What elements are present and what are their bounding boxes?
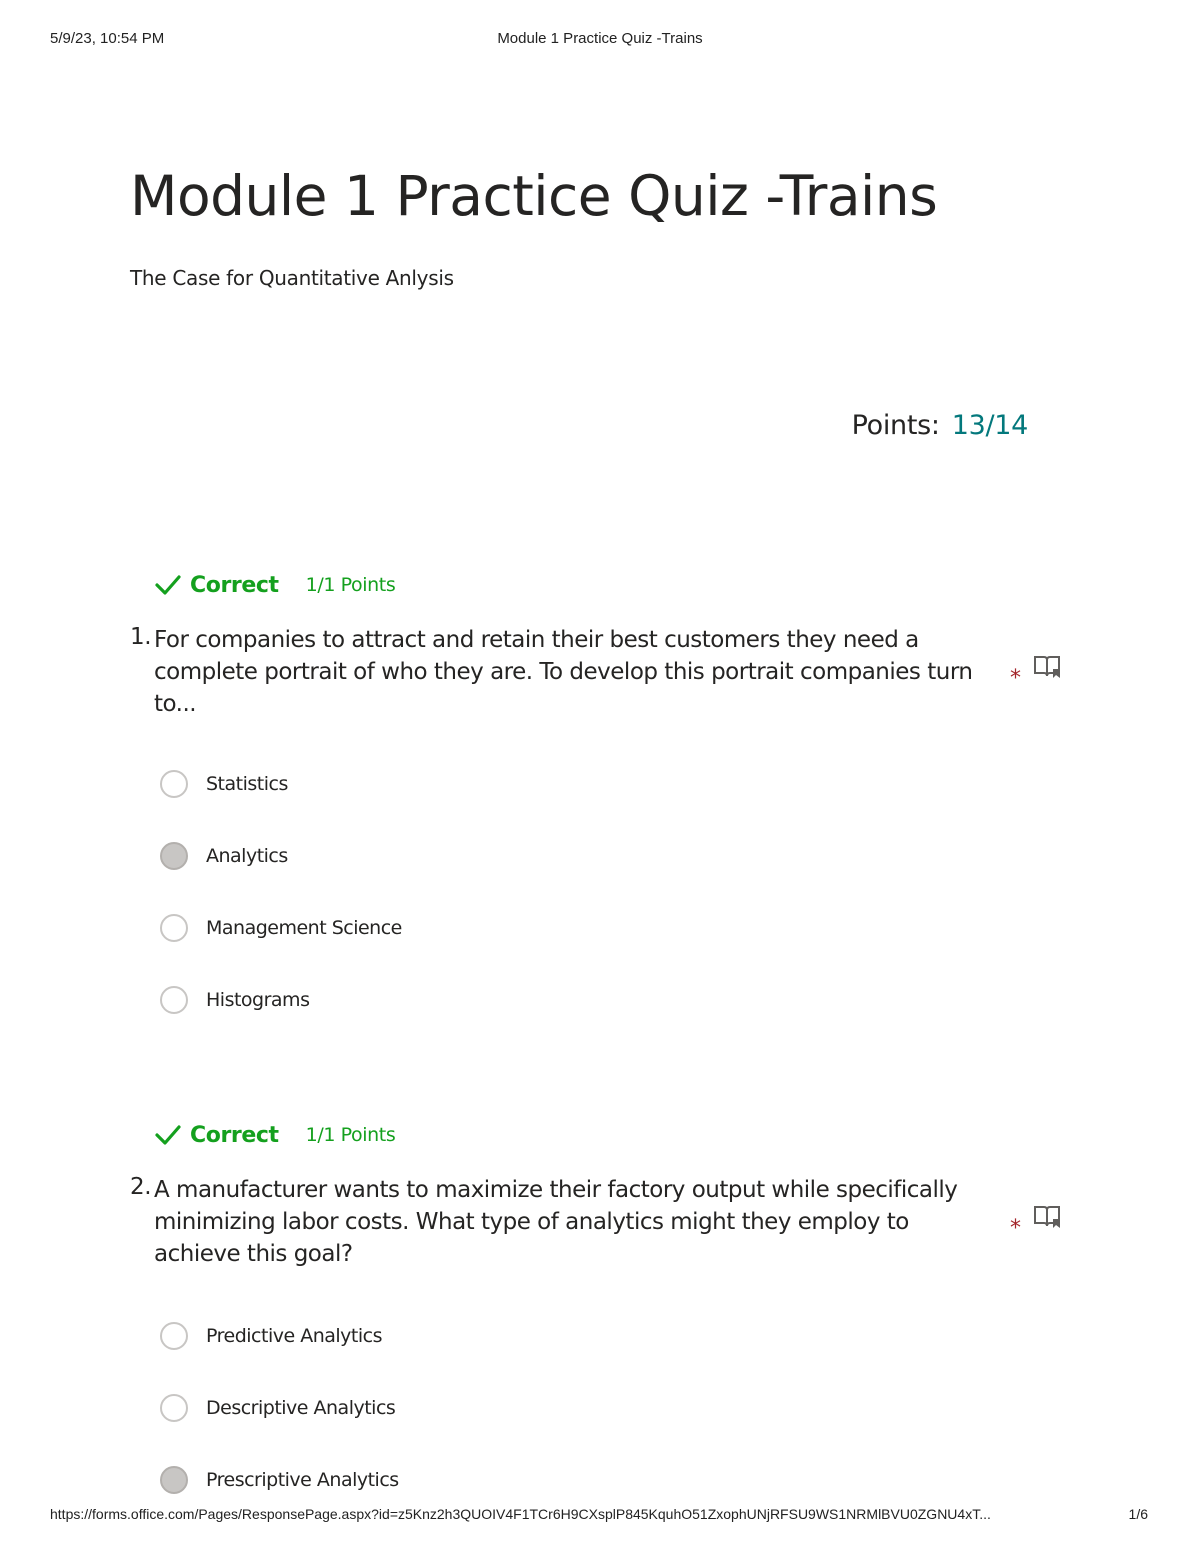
answer-options — [130, 748, 1070, 1036]
question-status — [130, 568, 1070, 602]
option-label: Management Science — [206, 917, 402, 939]
option-label: Histograms — [206, 989, 310, 1011]
option-label: Analytics — [206, 845, 288, 867]
option-label: Prescriptive Analytics — [206, 1469, 399, 1491]
total-points — [852, 410, 1028, 441]
radio-button[interactable] — [160, 770, 188, 798]
status-points: 1/1 Points — [305, 574, 396, 596]
checkmark-icon — [154, 573, 182, 597]
option-label: Descriptive Analytics — [206, 1397, 396, 1419]
option-management-science[interactable] — [130, 892, 1070, 964]
radio-button-selected[interactable] — [160, 842, 188, 870]
option-predictive-analytics[interactable] — [130, 1300, 1070, 1372]
status-label: Correct — [190, 1122, 279, 1148]
page-subtitle: The Case for Quantitative Anlysis — [130, 266, 454, 290]
page-title: Module 1 Practice Quiz -Trains — [130, 164, 938, 228]
radio-button[interactable] — [160, 914, 188, 942]
question-text: A manufacturer wants to maximize their factory output while specifically minimizing labor costs. What type of analytics might they employ to achieve this goal? — [154, 1177, 958, 1267]
option-statistics[interactable] — [130, 748, 1070, 820]
immersive-reader-icon[interactable] — [1033, 1204, 1063, 1230]
print-page-number: 1/6 — [1128, 1506, 1148, 1522]
radio-button-selected[interactable] — [160, 1466, 188, 1494]
print-datetime: 5/9/23, 10:54 PM — [50, 30, 165, 47]
required-marker: * — [1010, 666, 1021, 691]
option-analytics[interactable] — [130, 820, 1070, 892]
status-label: Correct — [190, 572, 279, 598]
checkmark-icon — [154, 1123, 182, 1147]
print-url: https://forms.office.com/Pages/ResponsePage.aspx?id=z5Knz2h3QUOIV4F1TCr6H9CXsplP845KquhO51ZxophUNjRFSU9WS1NRMlBVU0ZGNU4xT... — [50, 1506, 991, 1522]
question-text-row — [130, 1174, 1070, 1270]
question-text-row — [130, 624, 1070, 720]
radio-button[interactable] — [160, 1394, 188, 1422]
option-descriptive-analytics[interactable] — [130, 1372, 1070, 1444]
status-points: 1/1 Points — [305, 1124, 396, 1146]
option-label: Statistics — [206, 773, 288, 795]
answer-options — [130, 1300, 1070, 1516]
radio-button[interactable] — [160, 1322, 188, 1350]
question-2 — [130, 1118, 1070, 1516]
question-text: For companies to attract and retain their best customers they need a complete portrait of who they are. To develop this portrait companies turn to... — [154, 627, 973, 717]
print-page-title: Module 1 Practice Quiz -Trains — [497, 30, 703, 47]
required-marker: * — [1010, 1216, 1021, 1241]
points-label: Points: — [851, 410, 940, 441]
question-1 — [130, 568, 1070, 1036]
question-status — [130, 1118, 1070, 1152]
option-histograms[interactable] — [130, 964, 1070, 1036]
points-value: 13/14 — [951, 410, 1028, 441]
question-number: 1. — [130, 624, 152, 650]
immersive-reader-icon[interactable] — [1033, 654, 1063, 680]
radio-button[interactable] — [160, 986, 188, 1014]
question-number: 2. — [130, 1174, 152, 1200]
option-label: Predictive Analytics — [206, 1325, 382, 1347]
